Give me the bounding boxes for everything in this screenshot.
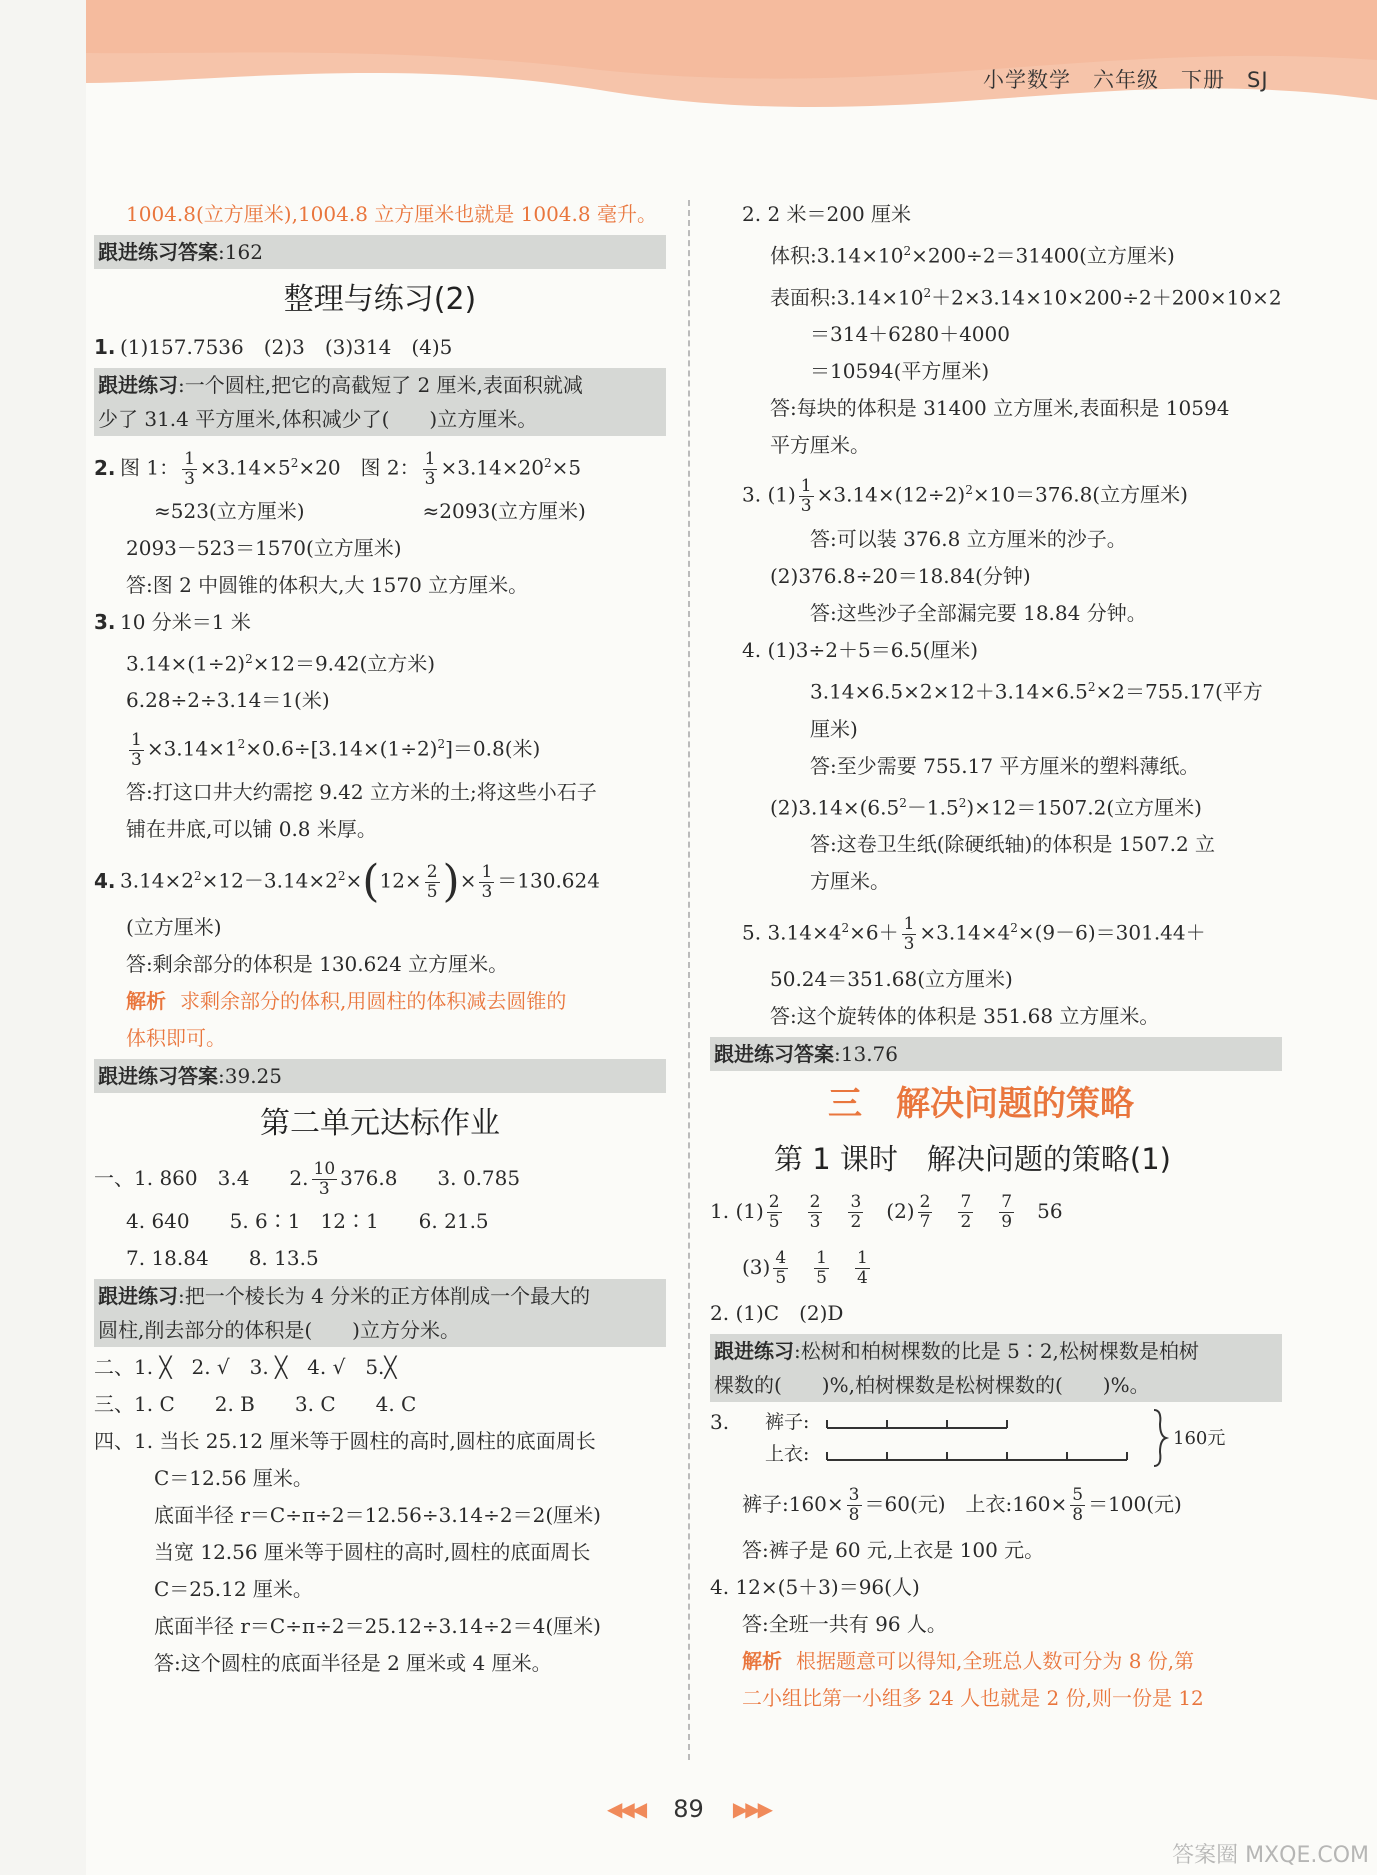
brace-icon bbox=[1150, 1408, 1170, 1468]
q3-line2: $3.14\times(1\div 2)^2\times 12=9.42$(立方米) bbox=[126, 651, 436, 676]
q2-line2: ≈523(立方厘米) ≈2093(立方厘米) bbox=[154, 498, 586, 523]
s1-line3: 7. 18.84 8. 13.5 bbox=[126, 1245, 319, 1270]
q2-line3: 2093－523＝1570(立方厘米) bbox=[126, 535, 402, 560]
p3-number: 3. bbox=[710, 1409, 730, 1434]
r5-line2: 50.24＝351.68(立方厘米) bbox=[770, 966, 1013, 991]
grade: 六年级 bbox=[1093, 68, 1159, 92]
r5-answer: 答:这个旋转体的体积是 351.68 立方厘米。 bbox=[770, 1003, 1160, 1028]
q3-answer-1: 答:打这口井大约需挖 9.42 立方米的土;将这些小石子 bbox=[126, 779, 597, 804]
segment-bars bbox=[825, 1408, 1145, 1472]
q3-line1: 10 分米＝1 米 bbox=[120, 609, 251, 634]
r2-line2: 体积$:3.14\times 10^2\times 200\div 2=31400$(立方厘米) bbox=[770, 243, 1175, 268]
next-arrows-icon: ▶▶▶ bbox=[732, 1797, 771, 1821]
s4-line3: 底面半径 r＝C÷π÷2＝12.56÷3.14÷2＝2(厘米) bbox=[154, 1502, 601, 1527]
r2-answer: 答:每块的体积是 31400 立方厘米,表面积是 10594 bbox=[770, 396, 1230, 421]
binding-margin bbox=[0, 0, 86, 1875]
q4-answer: 答:剩余部分的体积是 130.624 立方厘米。 bbox=[126, 951, 509, 976]
r4-answer-3: 方厘米。 bbox=[810, 869, 890, 894]
s2-line: 二、1. ╳ 2. √ 3. ╳ 4. √ 5.╳ bbox=[94, 1354, 397, 1379]
p2-line: 2. (1)C (2)D bbox=[710, 1300, 844, 1325]
follow-answer-13: 跟进练习答案:13.76 bbox=[710, 1037, 1282, 1071]
q4-line2: (立方厘米) bbox=[126, 914, 222, 939]
follow-answer-162: 跟进练习答案:162 bbox=[94, 235, 666, 269]
p1-line1: 1. (1) $\frac{2}{5}$ $\frac{2}{3}$ $\frac{3}{2}$ (2) $\frac{2}{7}$ $\frac{7}{2}$ $\frac{7}{9}$ 56 bbox=[710, 1191, 1063, 1232]
p4-analysis: 解析 根据题意可以得知,全班总人数可分为 8 份,第 bbox=[742, 1648, 1195, 1673]
s1-line1: 一、1. 860 3.4 2. $\frac{10}{3}$ 376.8 3. 0.785 bbox=[94, 1158, 521, 1199]
q2-answer: 答:图 2 中圆锥的体积大,大 1570 立方厘米。 bbox=[126, 572, 529, 597]
coat-label: 上衣: bbox=[765, 1442, 810, 1465]
r2-answer-2: 平方厘米。 bbox=[770, 433, 870, 458]
q1-answer: (1)157.7536 (2)3 (3)314 (4)5 bbox=[120, 335, 453, 359]
header-info bbox=[983, 64, 1291, 94]
p3-line2: 裤子:160× $\frac{3}{8}$ ＝60(元) 上衣:160× $\frac{5}{8}$ ＝100(元) bbox=[742, 1484, 1182, 1525]
follow-practice-2: 跟进练习:把一个棱长为 4 分米的正方体削成一个最大的 圆柱,削去部分的体积是( )立方分米。 bbox=[94, 1279, 666, 1347]
s4-line4: 当宽 12.56 厘米等于圆柱的高时,圆柱的底面周长 bbox=[154, 1539, 591, 1564]
volume: 下册 bbox=[1181, 68, 1225, 92]
r4-line1: 4. (1)3÷2＋5＝6.5(厘米) bbox=[742, 637, 979, 662]
r4-answer-2: 答:这卷卫生纸(除硬纸轴)的体积是 1507.2 立 bbox=[810, 832, 1216, 857]
r2-line3: 表面积$:3.14\times 10^2+2\times 3.14\times 10\times 200\div 2+200\times 10\times 2$ bbox=[770, 285, 1282, 310]
p1-line2: (3) $\frac{4}{5}$ $\frac{1}{5}$ $\frac{1}{4}$ bbox=[742, 1247, 868, 1288]
r3-line3: (2)376.8÷20＝18.84(分钟) bbox=[770, 563, 1031, 588]
total-label: 160元 bbox=[1173, 1427, 1226, 1449]
prev-arrows-icon: ◀◀◀ bbox=[606, 1797, 645, 1821]
p3-diagram bbox=[710, 1404, 1282, 1476]
r3-answer: 答:可以装 376.8 立方厘米的沙子。 bbox=[810, 526, 1127, 551]
section-title-review-2: 整理与练习(2) bbox=[283, 282, 477, 317]
lesson-title: 第 1 课时 解决问题的策略(1) bbox=[774, 1141, 1171, 1176]
page-number: 89 bbox=[673, 1795, 704, 1823]
pants-label: 裤子: bbox=[765, 1410, 810, 1433]
q4-line1: 4. $3.14\times 2^2\times 12-3.14\times 2^2\times(12\times$ $\frac{2}{5}$ )× $\frac{1}{3}$ ＝130.624 bbox=[94, 856, 600, 908]
unit-title: 三 解决问题的策略 bbox=[828, 1083, 1134, 1124]
subject: 小学数学 bbox=[983, 68, 1071, 92]
s1-line2: 4. 640 5. 6∶1 12∶1 6. 21.5 bbox=[126, 1208, 489, 1233]
q3-line4: $\frac{1}{3}$ $\times 3.14\times 1^2\times 0.6\div[3.14\times(1\div 2)^2]=0.8$(米) bbox=[131, 729, 541, 770]
s4-line1: 四、1. 当长 25.12 厘米等于圆柱的高时,圆柱的底面周长 bbox=[94, 1428, 596, 1453]
s4-line5: C＝25.12 厘米。 bbox=[154, 1576, 313, 1601]
r2-line1: 2. 2 米＝200 厘米 bbox=[742, 202, 912, 226]
follow-answer-39: 跟进练习答案:39.25 bbox=[94, 1059, 666, 1093]
page-footer bbox=[0, 1795, 1377, 1823]
r4-line5: $(2)3.14\times(6.5^2-1.5^2)\times 12=1507.2$(立方厘米) bbox=[770, 795, 1202, 820]
r3-line1: 3. (1) $\frac{1}{3}$ $\times 3.14\times(12\div 2)^2\times 10=376.8$(立方厘米) bbox=[742, 475, 1188, 516]
r3-answer-2: 答:这些沙子全部漏完要 18.84 分钟。 bbox=[810, 600, 1147, 625]
s4-line6: 底面半径 r＝C÷π÷2＝25.12÷3.14÷2＝4(厘米) bbox=[154, 1613, 601, 1638]
right-column bbox=[710, 196, 1282, 1717]
section-title-unit2: 第二单元达标作业 bbox=[260, 1105, 500, 1141]
r4-line2: $3.14\times 6.5\times 2\times 12+3.14\times 6.5^2\times 2=755.17$(平方 bbox=[810, 679, 1263, 704]
r2-line5: ＝10594(平方厘米) bbox=[810, 359, 990, 384]
p4-line1: 4. 12×(5＋3)＝96(人) bbox=[710, 1574, 920, 1599]
q4-analysis-2: 体积即可。 bbox=[126, 1025, 226, 1050]
p4-analysis-2: 二小组比第一小组多 24 人也就是 2 份,则一份是 12 bbox=[742, 1685, 1204, 1710]
left-column: 1004.8(立方厘米),1004.8 立方厘米也就是 1004.8 毫升。 跟进练习答案:162 整理与练习(2) 1. (1)157.7536 (2)3 (3)314 (4)5 跟进练习:一个圆柱,把它的高截短了 2 厘米,表面积就减 少了 31.4 平方厘米,体积减少了( )立方厘米。 2. 图 1： $\frac{1}{3}$ $\times 3.14\times 5^2\times 20$ 图 2： $\frac{1}{3}$ $\times 3.14\times 20^2\times 5$ ≈523(立方厘米) ≈2093(立方厘米) 2093－523＝1570(立方厘米) 答:图 2 中圆锥的体积大,大 1570 立方厘米。 3. 10 分米＝1 米 $3.14\times(1\div 2)^2\times 12=9.42$(立方米) 6.28÷2÷3.14＝1(米) $\frac{1}{3}$ $\times 3.14\times 1^2\times 0.6\div[3.14\times(1\div 2)^2]=0.8$(米) 答:打这口井大约需挖 9.42 立方米的土;将这些小石子 铺在井底,可以铺 0.8 米厚。 4. $3.14\times 2^2\times 12-3.14\times 2^2\times(12\times$ $\frac{2}{5}$ )× $\frac{1}{3}$ ＝130.624 (立方厘米) 答:剩余部分的体积是 130.624 立方厘米。 解析 求剩余部分的体积,用圆柱的体积减去圆锥的 体积即可。 跟进练习答案:39.25 第二单元达标作业 一、1. 860 3.4 2. $\frac{10}{3}$ 376.8 3. 0.785 4. 640 5. 6∶1 12∶1 6. 21.5 7. 18.84 8. 13.5 跟进练习:把一个棱长为 4 分米的正方体削成一个最大的 圆柱,削去部分的体积是( )立方分米。 二、1. ╳ 2. √ 3. ╳ 4. √ 5.╳ 三、1. C 2. B 3. C 4. C 四、1. 当长 25.12 厘米等于圆柱的高时,圆柱的底面周长 C＝12.56 厘米。 底面半径 r＝C÷π÷2＝12.56÷3.14÷2＝2(厘米) 当宽 12.56 厘米等于圆柱的高时,圆柱的底面周长 C＝25.12 厘米。 底面半径 r＝C÷π÷2＝25.12÷3.14÷2＝4(厘米) 答:这个圆柱的底面半径是 2 厘米或 4 厘米。 bbox=[94, 196, 666, 1682]
p4-answer: 答:全班一共有 96 人。 bbox=[742, 1611, 947, 1636]
carry-over-line: 1004.8(立方厘米),1004.8 立方厘米也就是 1004.8 毫升。 bbox=[126, 202, 657, 226]
r4-answer: 答:至少需要 755.17 平方厘米的塑料薄纸。 bbox=[810, 753, 1200, 778]
q4-analysis: 解析 求剩余部分的体积,用圆柱的体积减去圆锥的 bbox=[126, 988, 567, 1013]
p3-answer: 答:裤子是 60 元,上衣是 100 元。 bbox=[742, 1537, 1045, 1562]
column-divider bbox=[688, 200, 690, 1760]
r4-line3: 厘米) bbox=[810, 716, 858, 741]
r5-line1: 5. $3.14\times 4^2\times 6+$ $\frac{1}{3}$ $\times 3.14\times 4^2\times(9-6)=301.44+$ bbox=[742, 913, 1206, 954]
follow-practice-1: 跟进练习:一个圆柱,把它的高截短了 2 厘米,表面积就减 少了 31.4 平方厘米,体积减少了( )立方厘米。 bbox=[94, 368, 666, 436]
q2-line1: 2. 图 1： $\frac{1}{3}$ $\times 3.14\times 5^2\times 20$ 图 2： $\frac{1}{3}$ $\times 3.14\times 20^2\times 5$ bbox=[94, 448, 582, 489]
s3-line: 三、1. C 2. B 3. C 4. C bbox=[94, 1391, 417, 1416]
s4-answer: 答:这个圆柱的底面半径是 2 厘米或 4 厘米。 bbox=[154, 1650, 552, 1675]
q3-line3: 6.28÷2÷3.14＝1(米) bbox=[126, 688, 330, 713]
s4-line2: C＝12.56 厘米。 bbox=[154, 1465, 313, 1490]
q3-answer-2: 铺在井底,可以铺 0.8 米厚。 bbox=[126, 816, 377, 841]
watermark: 答案圈 MXQE.COM bbox=[1172, 1843, 1369, 1868]
edition: SJ bbox=[1247, 68, 1269, 92]
follow-practice-3: 跟进练习:松树和柏树棵数的比是 5∶2,松树棵数是柏树 棵数的( )%,柏树棵数是松树棵数的( )%。 bbox=[710, 1334, 1282, 1402]
r2-line4: ＝314＋6280＋4000 bbox=[810, 322, 1010, 347]
